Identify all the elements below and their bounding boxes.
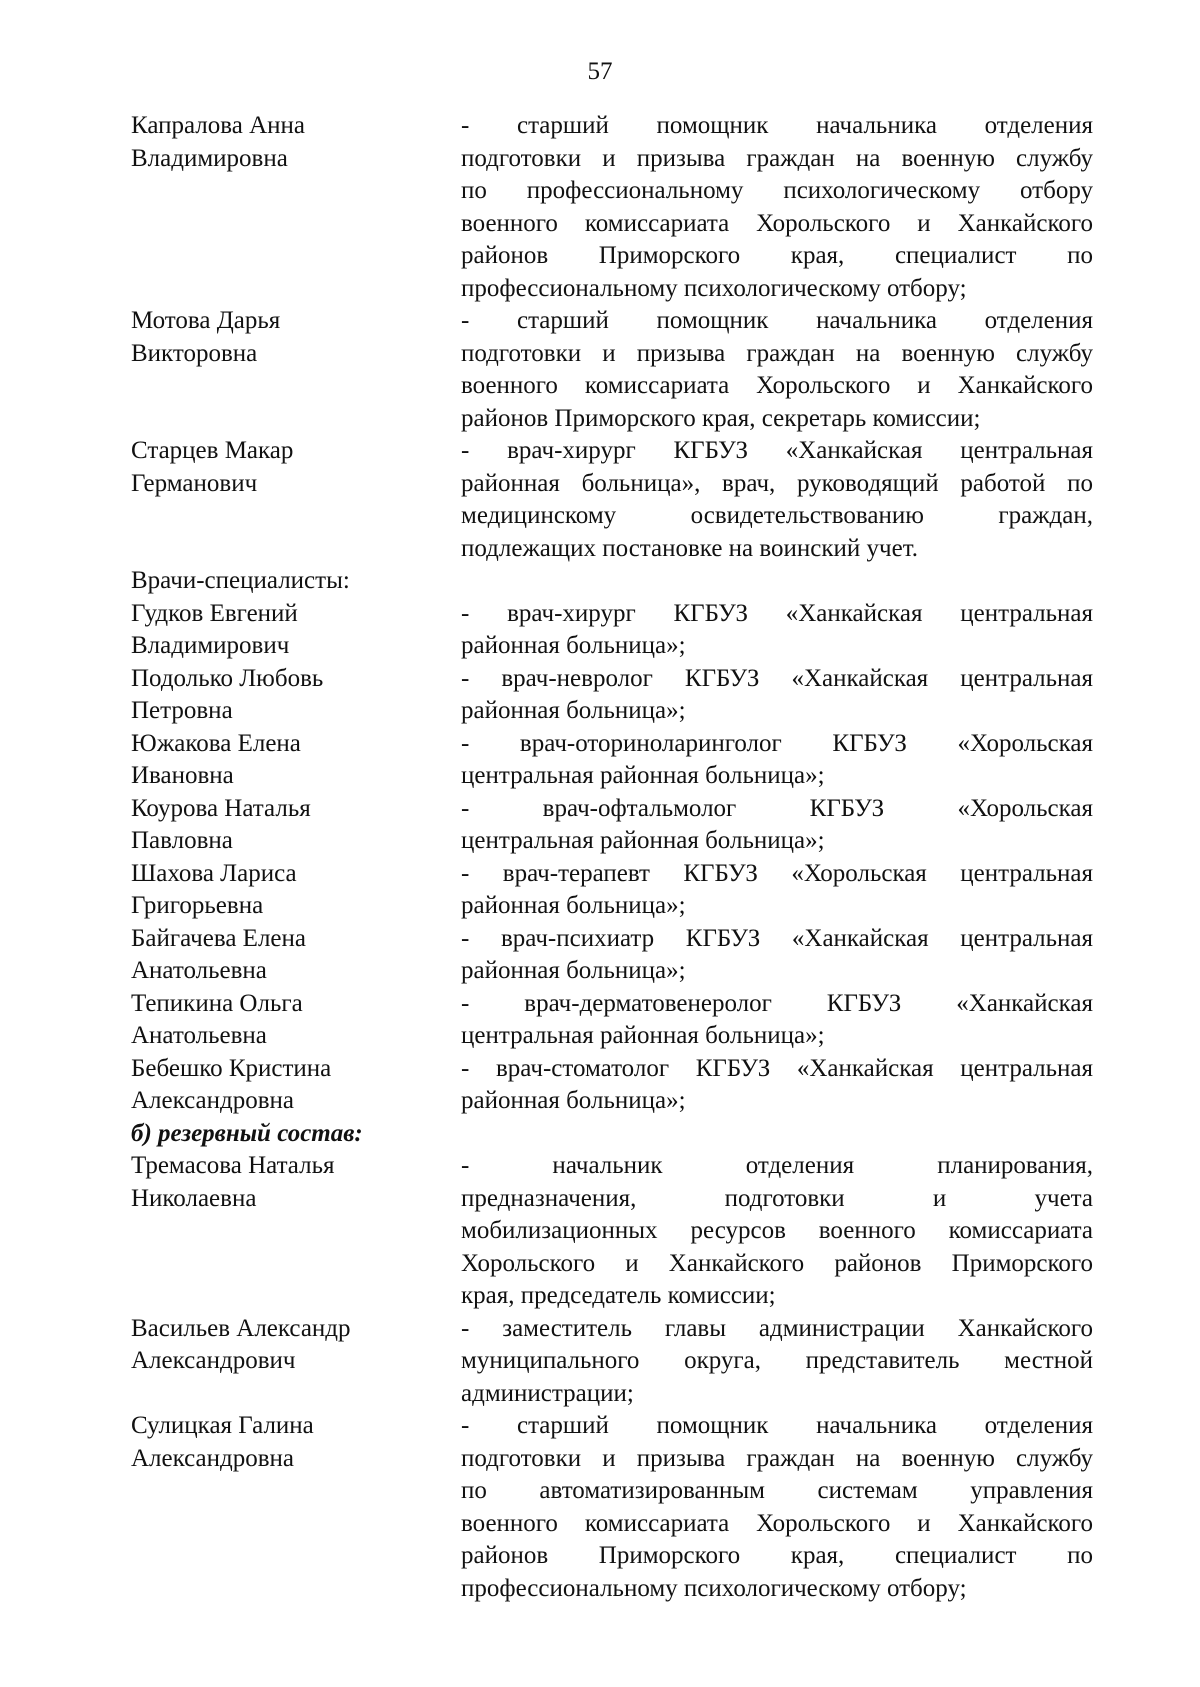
member-name: [131, 435, 461, 500]
position-line: - врач-психиатр КГБУЗ «Ханкайская центральная: [461, 924, 1093, 952]
position-line: районная больница», врач, руководящий работой по: [461, 469, 1093, 497]
patronymic: Анатольевна: [131, 1022, 267, 1049]
position-line: профессиональному психологическому отбору;: [461, 1574, 967, 1602]
position-line: районная больница»;: [461, 957, 686, 984]
member-entry: [131, 728, 1093, 793]
surname-given: Подолько Любовь: [131, 664, 324, 692]
surname-given: Шахова Лариса: [131, 859, 297, 887]
member-position: [461, 728, 1093, 793]
surname-given: Тремасова Наталья: [131, 1152, 335, 1179]
member-name: [131, 1313, 461, 1378]
surname-given: Гудков Евгений: [131, 599, 298, 627]
surname-given: Бебешко Кристина: [131, 1054, 332, 1082]
position-line: районная больница»;: [461, 697, 686, 724]
position-line: районная больница»;: [461, 1087, 686, 1114]
member-position: [461, 988, 1093, 1053]
position-line: военного комиссариата Хорольского и Ханкайского: [461, 1509, 1093, 1537]
position-line: - врач-хирург КГБУЗ «Ханкайская центральная: [461, 599, 1093, 627]
position-line: медицинскому освидетельствованию граждан,: [461, 502, 1093, 529]
position-line: администрации;: [461, 1379, 634, 1407]
member-entry: [131, 988, 1093, 1053]
member-name: [131, 598, 461, 663]
position-line: районов Приморского края, специалист по: [461, 242, 1093, 269]
member-name: [131, 1410, 461, 1475]
position-line: центральная районная больница»;: [461, 762, 825, 789]
position-line: - врач-дерматовенеролог КГБУЗ «Ханкайская: [461, 989, 1093, 1017]
patronymic: Александровна: [131, 1444, 295, 1472]
patronymic: Николаевна: [131, 1184, 257, 1212]
position-line: подготовки и призыва граждан на военную службу: [461, 144, 1093, 172]
member-position: [461, 435, 1093, 565]
member-position: [461, 1053, 1093, 1118]
member-entry: [131, 858, 1093, 923]
member-name: [131, 923, 461, 988]
patronymic: Владимировна: [131, 144, 288, 172]
surname-given: Капралова Анна: [131, 112, 306, 139]
patronymic: Петровна: [131, 697, 233, 724]
position-line: районов Приморского края, специалист по: [461, 1542, 1093, 1569]
member-name: [131, 728, 461, 793]
member-name: [131, 305, 461, 370]
member-position: [461, 598, 1093, 663]
patronymic: Ивановна: [131, 762, 234, 789]
member-entry: [131, 435, 1093, 565]
member-position: [461, 663, 1093, 728]
position-line: - начальник отделения планирования,: [461, 1152, 1093, 1179]
surname-given: Старцев Макар: [131, 437, 294, 464]
member-position: [461, 793, 1093, 858]
member-name: [131, 1053, 461, 1118]
position-line: подлежащих постановке на воинский учет.: [461, 534, 919, 562]
member-entry: [131, 663, 1093, 728]
member-position: [461, 923, 1093, 988]
patronymic: Владимирович: [131, 632, 290, 659]
surname-given: Васильев Александр: [131, 1314, 351, 1342]
member-position: [461, 305, 1093, 435]
member-position: [461, 1410, 1093, 1605]
member-entry: [131, 1150, 1093, 1313]
position-line: подготовки и призыва граждан на военную службу: [461, 339, 1093, 367]
position-line: - врач-стоматолог КГБУЗ «Ханкайская центральная: [461, 1054, 1093, 1082]
patronymic: Александровна: [131, 1087, 295, 1114]
member-name: [131, 663, 461, 728]
member-entry: [131, 923, 1093, 988]
position-line: - врач-офтальмолог КГБУЗ «Хорольская: [461, 794, 1093, 822]
surname-given: Тепикина Ольга: [131, 989, 303, 1017]
position-line: по автоматизированным системам управления: [461, 1477, 1093, 1504]
member-entry: [131, 1313, 1093, 1411]
position-line: профессиональному психологическому отбору;: [461, 274, 967, 302]
position-line: Хорольского и Ханкайского районов Приморского: [461, 1249, 1093, 1277]
surname-given: Южакова Елена: [131, 729, 301, 757]
surname-given: Мотова Дарья: [131, 307, 281, 334]
member-entry: [131, 793, 1093, 858]
member-entry: [131, 1410, 1093, 1605]
member-entry: [131, 1053, 1093, 1118]
position-line: - врач-невролог КГБУЗ «Ханкайская центральная: [461, 664, 1093, 692]
member-position: [461, 1313, 1093, 1411]
document-body: [131, 110, 1093, 1605]
position-line: - старший помощник начальника отделения: [461, 307, 1093, 334]
surname-given: Коурова Наталья: [131, 794, 311, 822]
position-line: мобилизационных ресурсов военного комиссариата: [461, 1217, 1093, 1244]
position-line: военного комиссариата Хорольского и Ханкайского: [461, 372, 1093, 399]
member-name: [131, 793, 461, 858]
position-line: - старший помощник начальника отделения: [461, 1412, 1093, 1439]
position-line: центральная районная больница»;: [461, 827, 825, 854]
position-line: - врач-оториноларинголог КГБУЗ «Хорольская: [461, 729, 1093, 757]
position-line: - врач-хирург КГБУЗ «Ханкайская центральная: [461, 437, 1093, 464]
page-number: 57: [587, 58, 613, 85]
position-line: края, председатель комиссии;: [461, 1282, 776, 1309]
position-line: районов Приморского края, секретарь комиссии;: [461, 404, 981, 432]
patronymic: Анатольевна: [131, 957, 267, 984]
patronymic: Германович: [131, 469, 258, 497]
member-position: [461, 858, 1093, 923]
position-line: предназначения, подготовки и учета: [461, 1184, 1093, 1212]
member-entry: [131, 598, 1093, 663]
position-line: районная больница»;: [461, 892, 686, 919]
position-line: муниципального округа, представитель местной: [461, 1347, 1093, 1374]
member-name: [131, 110, 461, 175]
patronymic: Григорьевна: [131, 892, 264, 919]
member-position: [461, 110, 1093, 305]
position-line: по профессиональному психологическому отбору: [461, 177, 1093, 204]
specialists-heading: Врачи-специалисты:: [131, 567, 350, 594]
member-name: [131, 988, 461, 1053]
reserve-heading: б) резервный состав:: [131, 1119, 363, 1147]
patronymic: Викторовна: [131, 339, 258, 367]
position-line: - заместитель главы администрации Ханкайского: [461, 1314, 1093, 1342]
surname-given: Сулицкая Галина: [131, 1412, 314, 1439]
position-line: - старший помощник начальника отделения: [461, 112, 1093, 139]
member-position: [461, 1150, 1093, 1313]
patronymic: Павловна: [131, 827, 233, 854]
position-line: подготовки и призыва граждан на военную службу: [461, 1444, 1093, 1472]
member-name: [131, 1150, 461, 1215]
position-line: центральная районная больница»;: [461, 1022, 825, 1049]
member-name: [131, 858, 461, 923]
surname-given: Байгачева Елена: [131, 924, 306, 952]
member-entry: [131, 305, 1093, 435]
patronymic: Александрович: [131, 1347, 296, 1374]
position-line: военного комиссариата Хорольского и Ханкайского: [461, 209, 1093, 237]
position-line: - врач-терапевт КГБУЗ «Хорольская центральная: [461, 859, 1093, 887]
position-line: районная больница»;: [461, 632, 686, 659]
member-entry: [131, 110, 1093, 305]
